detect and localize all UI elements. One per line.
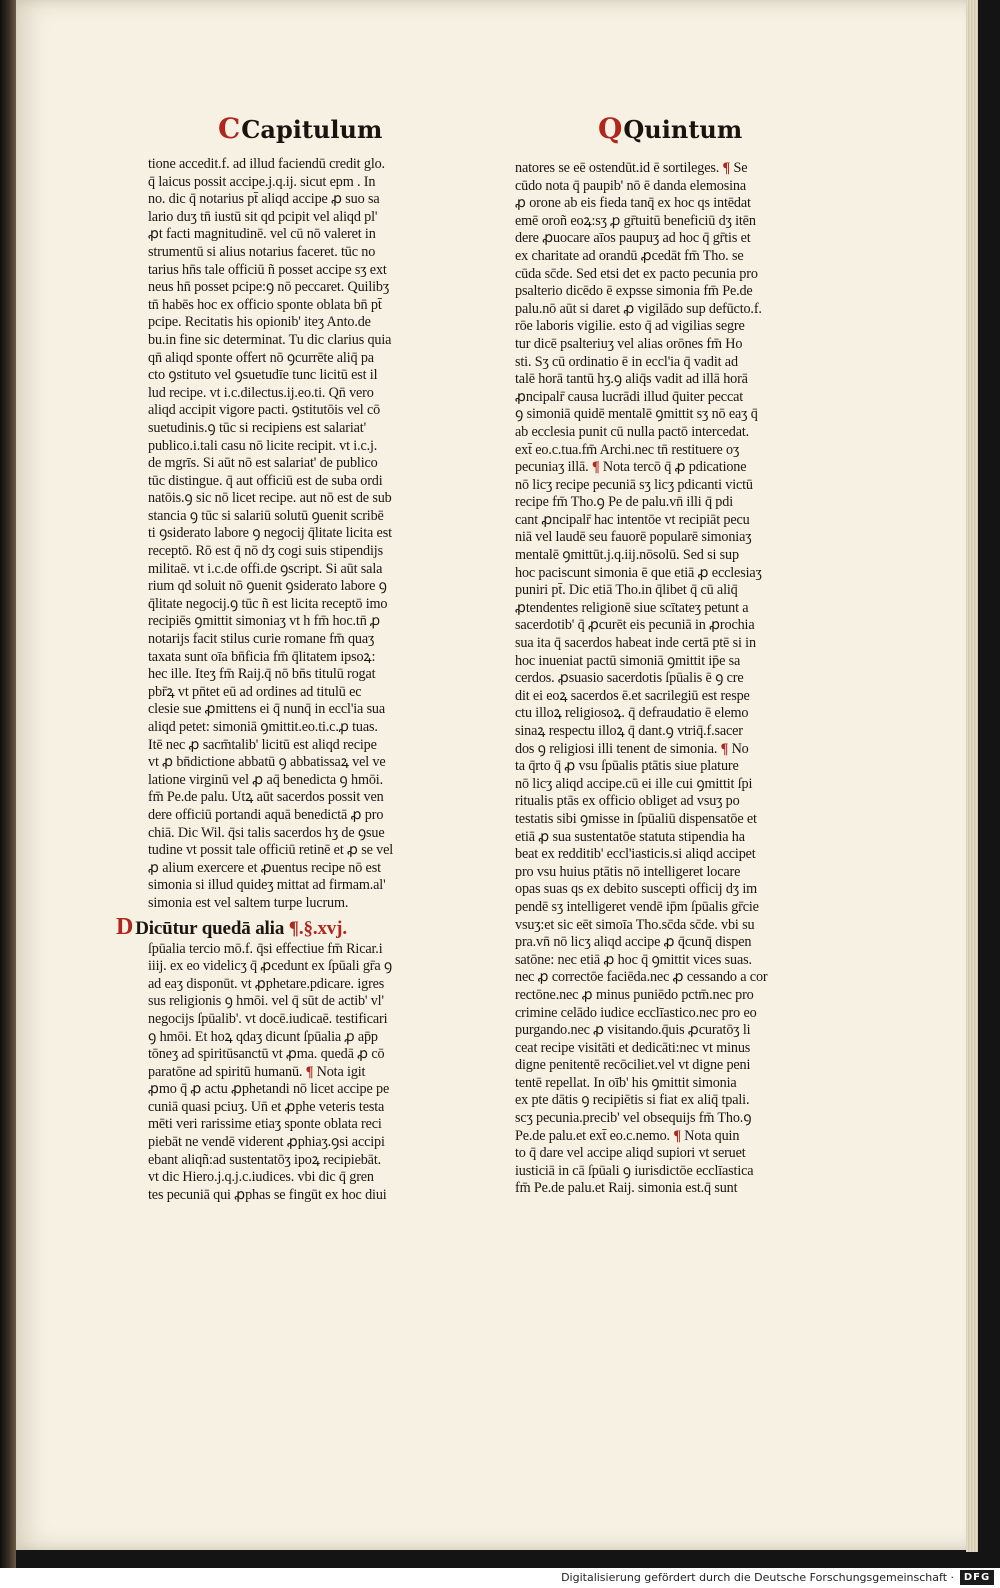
text-line: sacerdotib' q̄ ꝓcurēt eis pecuniā in ꝓrochia bbox=[515, 617, 755, 634]
text-line: cūdo nota q̄ paupib' nō ē danda elemosina bbox=[515, 177, 746, 194]
text-line: ꝓtendentes religionē siue scītateʒ petunt a bbox=[515, 599, 749, 616]
text-line: psalterio dicēdo ē expsse simonia fm̄ Pe.de bbox=[515, 283, 753, 300]
page-edges bbox=[966, 0, 978, 1552]
text-line: tione accedit.f. ad illud faciendū credit glo. bbox=[148, 156, 385, 172]
text-line: sti. Sʒ cū ordinatio ē in eccl'ia q̄ vadit ad bbox=[515, 353, 738, 370]
text-line: publico.i.tali casu nō licite recipit. vt i.c.j. bbox=[148, 437, 378, 454]
text-line: piebāt ne vendē viderent ꝓphiaʒ.ꝯsi accipi bbox=[148, 1134, 385, 1151]
text-line: cto ꝯstituto vel ꝯsuetudīe tunc licitū est il bbox=[148, 367, 378, 384]
text-line: ceat recipe visitāti et dedicāti:nec vt minus bbox=[515, 1039, 751, 1056]
text-line: lud recipe. vt i.c.dilectus.ij.eo.ti. Qn̄ vero bbox=[148, 384, 374, 401]
left-column-lines-before bbox=[148, 156, 440, 913]
text-line: receptō. Rō est q̄ nō dʒ cogi suis stipendijs bbox=[148, 543, 383, 560]
left-text-column bbox=[116, 156, 440, 1204]
text-line: nō licʒ aliqd accipe.cū ei ille cui ꝯmittit ſpi bbox=[515, 775, 753, 792]
text-line: natores se eē ostendūt.id ē sortileges. ¶ Se bbox=[515, 160, 748, 176]
text-line: chiā. Dic Wil. q̄si talis sacerdos hʒ de ꝯsue bbox=[148, 824, 385, 841]
text-line: dere ꝓuocare aīos paupuʒ ad hoc q̄ gr̄tis et bbox=[515, 230, 751, 247]
text-line: to q̄ dare vel accipe aliqd supiori vt seruet bbox=[515, 1145, 746, 1162]
text-line: q̄ laicus possit accipe.j.q.ij. sicut epm . In bbox=[148, 173, 376, 190]
header-capitulum bbox=[218, 112, 382, 145]
text-line: ꝯ simoniā quidē mentalē ꝯmittit sʒ nō eaʒ q̄ bbox=[515, 406, 758, 423]
text-line: tur dicē psalteriuʒ vel alias orōnes fm̄ Ho bbox=[515, 335, 743, 352]
header-capitulum-text: Capitulum bbox=[241, 115, 383, 144]
text-line: dos ꝯ religiosi illi tenent de simonia. ¶ No bbox=[515, 740, 749, 757]
text-line: ꝓmo q̄ ꝓ actu ꝓphetandi nō licet accipe pe bbox=[148, 1081, 390, 1098]
text-line: pbr̄ꝝ vt pn̄tet eū ad ordines ad titulū ec bbox=[148, 683, 362, 700]
text-line: recipiēs ꝯmittit simoniaʒ vt h fm̄ hoc.tn̄ ꝓ bbox=[148, 613, 381, 630]
text-line: hec ille. Iteʒ fm̄ Raij.q̄ nō bn̄s titulū rogat bbox=[148, 666, 376, 683]
section-mark: ¶.§.xvj. bbox=[288, 917, 347, 939]
text-line: tn̄ habēs hoc ex officio sponte oblata bn̄ pt̄ bbox=[148, 296, 382, 313]
text-line: iiij. ex eo videlicʒ q̄ ꝓcedunt ex ſpūali gr̄a ꝯ bbox=[148, 958, 393, 975]
subheading-text: Dicūtur quedā alia bbox=[135, 917, 285, 939]
text-line: recipe fm̄ Tho.ꝯ Pe de palu.vn̄ illi q̄ pdi bbox=[515, 494, 733, 511]
text-line: palu.nō aūt si daret ꝓ vigilādo sup defūcto.f. bbox=[515, 300, 762, 317]
subheading-dicuntur bbox=[116, 913, 440, 941]
text-line: ex charitate ad orandū ꝓcedāt fm̄ Tho. se bbox=[515, 247, 744, 264]
text-line: purgando.nec ꝓ visitando.q̄uis ꝓcuratōʒ li bbox=[515, 1022, 751, 1039]
text-line: sus religionis ꝯ hmōi. vel q̄ sūt de actib' vl' bbox=[148, 993, 384, 1010]
text-line: ebant aliqñ:ad sustentatōʒ ipoꝝ recipiebāt. bbox=[148, 1151, 382, 1168]
text-line: tūc distingue. q̄ aut officiū est de suba ordi bbox=[148, 472, 383, 489]
text-line: vsuʒ:et sic eēt simoīa Tho.sc̄da sc̄de. vbi su bbox=[515, 916, 755, 933]
text-line: ti ꝯsiderato labore ꝯ negocij q̄litate licita est bbox=[148, 525, 392, 542]
paragraph-mark-icon: ¶ bbox=[305, 1063, 314, 1080]
text-line: dere officiū portandi aquā benedictā ꝓ pro bbox=[148, 806, 384, 823]
text-line: ab ecclesia punit cū nulla pactō intercedat. bbox=[515, 423, 750, 440]
text-line: Pe.de palu.et ext̄ eo.c.nemo. ¶ Nota quin bbox=[515, 1127, 740, 1144]
text-line: ta q̄rto q̄ ꝓ vsu ſpūalis ptātis siue plature bbox=[515, 758, 739, 775]
text-line: rium qd soluit nō ꝯuenit ꝯsiderato labore ꝯ bbox=[148, 578, 387, 595]
text-line: ꝓncipalr̄ causa lucrādi illud q̄uiter peccat bbox=[515, 388, 744, 405]
text-line: latione virginū vel ꝓ aq̄ benedicta ꝯ hmōi. bbox=[148, 771, 383, 788]
text-line: hoc inueniat pactū simoniā ꝯmittit ip̄e sa bbox=[515, 652, 741, 669]
text-line: puniri pt̄. Dic etiā Tho.in q̄libet q̄ cū aliq̄ bbox=[515, 582, 738, 599]
text-line: satōne: nec etiā ꝓ hoc q̄ ꝯmittit vices suas. bbox=[515, 951, 752, 968]
text-line: Itē nec ꝓ sacm̄talib' licitū est aliqd recipe bbox=[148, 736, 377, 753]
text-line: aliqd petet: simoniā ꝯmittit.eo.ti.c.ꝓ tuas. bbox=[148, 719, 378, 735]
text-line: fm̄ Pe.de palu.et Raij. simonia est.q̄ sunt bbox=[515, 1180, 738, 1197]
text-line: sinaꝝ respectu illoꝝ q̄ dant.ꝯ vtriq̄.f.sacer bbox=[515, 723, 743, 739]
text-line: no. dic q̄ notarius pt̄ aliqd accipe ꝓ suo sa bbox=[148, 191, 380, 208]
text-line: cuniā quasi pciuʒ. Un̄ et ꝓphe veteris testa bbox=[148, 1098, 385, 1115]
text-line: pcipe. Recitatis his opionib' iteʒ Anto.de bbox=[148, 314, 371, 331]
text-line: rectōne.nec ꝓ minus puniēdo pctm̄.nec pro bbox=[515, 986, 754, 1003]
text-line: fm̄ Pe.de palu. Utꝝ aūt sacerdos possit ven bbox=[148, 789, 384, 806]
text-line: ext̄ eo.c.tua.fm̄ Archi.nec tn̄ restituere oʒ bbox=[515, 441, 740, 458]
dfg-logo-icon: DFG bbox=[960, 1570, 994, 1585]
text-line: lario duʒ tn̄ iustū sit qd pcipit vel aliqd pl' bbox=[148, 208, 378, 225]
text-line: etiā ꝓ sua sustentatōe statuta stipendia ha bbox=[515, 828, 745, 845]
text-line: nec ꝓ correctōe faciēda.nec ꝓ cessando a cor bbox=[515, 969, 768, 986]
rubric-initial-c: C bbox=[218, 112, 241, 145]
text-line: iusticiā in cā ſpūali ꝯ iurisdictōe ecclīastica bbox=[515, 1162, 754, 1179]
text-line: pro vsu huius ptātis nō intelligeret locare bbox=[515, 863, 741, 880]
footer-bar bbox=[0, 1568, 1000, 1588]
text-line: ad eaʒ disponūt. vt ꝓphetare.pdicare. igres bbox=[148, 975, 385, 992]
text-line: mēti veri rarissime etiaʒ sponte oblata reci bbox=[148, 1116, 382, 1133]
text-line: ꝓ alium exercere et ꝓuentus recipe nō est bbox=[148, 859, 381, 876]
text-line: ſpūalia tercio mō.f. q̄si effectiue fm̄ Ricar.i bbox=[148, 940, 383, 957]
text-line: natōis.ꝯ sic nō licet recipe. aut nō est de sub bbox=[148, 490, 392, 507]
text-line: nō licʒ recipe pecuniā sʒ licʒ pdicanti victū bbox=[515, 476, 753, 493]
text-line: simonia si illud quideʒ mittat ad firmam.al' bbox=[148, 877, 386, 894]
text-line: vt dic Hiero.j.q.j.c.iudices. vbi dic q̄ gren bbox=[148, 1169, 374, 1186]
text-line: cerdos. ꝓsuasio sacerdotis ſpūalis ē ꝯ cre bbox=[515, 670, 744, 687]
text-line: cūda sc̄de. Sed etsi det ex pacto pecunia pro bbox=[515, 265, 758, 282]
text-line: mentalē ꝯmittūt.j.q.iij.nōsolū. Sed si sup bbox=[515, 547, 739, 564]
text-line: ꝯ hmōi. Et hoꝝ qdaʒ dicunt ſpūalia ꝓ ap̄p bbox=[148, 1028, 378, 1045]
text-line: tarius hn̄s tale officiū ñ posset accipe sʒ ext bbox=[148, 261, 387, 278]
rubric-initial-d: D bbox=[116, 913, 134, 940]
text-line: hoc paciscunt simonia ē que etiā ꝓ ecclesiaʒ bbox=[515, 564, 762, 581]
text-line: notarijs facit stilus curie romane fm̄ quaʒ bbox=[148, 631, 375, 648]
rubric-initial-q: Q bbox=[598, 112, 623, 145]
text-line: opas suas qs ex debito suscepti officij dʒ im bbox=[515, 881, 758, 898]
text-line: talē horā tantū hʒ.ꝯ aliq̄s vadit ad illā horā bbox=[515, 371, 748, 388]
text-line: ꝓ orone ab eis fieda tanq̄ ex hoc qs intēdat bbox=[515, 195, 751, 212]
text-line: clesie sue ꝓmittens ei q̄ nunq̄ in eccl'ia sua bbox=[148, 701, 386, 718]
text-line: militaē. vt i.c.de offi.de ꝯscript. Si aūt sala bbox=[148, 560, 383, 577]
text-line: suetudinis.ꝯ tūc si recipiens est salariat' bbox=[148, 419, 366, 436]
text-line: dit ei eoꝝ sacerdos ē.et sacrilegiū est respe bbox=[515, 687, 750, 704]
text-line: aliqd accipit vigore pacti. ꝯstitutōis vel cō bbox=[148, 402, 381, 419]
text-line: crimine celādo iudice ecclīastico.nec pro eo bbox=[515, 1004, 757, 1021]
text-line: vt ꝓ bn̄dictione abbatū ꝯ abbatissaꝝ vel ve bbox=[148, 754, 386, 771]
paragraph-mark-icon: ¶ bbox=[720, 740, 729, 757]
book-spine bbox=[0, 0, 16, 1568]
text-line: stancia ꝯ tūc si salariū solutū ꝯuenit scribē bbox=[148, 507, 384, 524]
text-line: strumentū si alius notarius faceret. tūc no bbox=[148, 243, 376, 260]
text-line: qn̄ aliqd sponte offert nō ꝯcurrēte aliq̄ pa bbox=[148, 349, 374, 366]
text-line: tōneʒ ad spiritūsanctū vt ꝓma. quedā ꝓ cō bbox=[148, 1046, 385, 1063]
text-line: emē oroñ eoꝝ:sʒ ꝓ gr̄tuitū beneficiū dʒ itēn bbox=[515, 212, 756, 229]
paragraph-mark-icon: ¶ bbox=[722, 160, 731, 176]
text-line: digne penitentē recōciliet.vel vt digne peni bbox=[515, 1057, 751, 1074]
text-line: ex pte dātis ꝯ recipiētis si fiat ex aliq̄ tpali. bbox=[515, 1092, 750, 1109]
header-quintum-text: Quintum bbox=[623, 115, 743, 144]
text-line: ctu illoꝝ religiosoꝝ. q̄ defraudatio ē elemo bbox=[515, 705, 749, 722]
text-line: de mgrīs. Si aūt nō est salariat' de publico bbox=[148, 455, 378, 472]
text-line: pra.vn̄ nō licʒ aliqd accipe ꝓ q̄cunq̄ dispen bbox=[515, 934, 752, 951]
text-line: neus hn̄ posset pcipe:ꝯ nō peccaret. Quilibʒ bbox=[148, 279, 390, 296]
left-column-lines-after bbox=[148, 941, 440, 1205]
text-line: tentē repellat. In oīb' his ꝯmittit simonia bbox=[515, 1074, 737, 1091]
text-line: tes pecuniā qui ꝓphas se fingūt ex hoc diui bbox=[148, 1186, 387, 1203]
text-line: testatis sibi ꝯmisse in ſpūaliū dispensatōe et bbox=[515, 810, 757, 827]
text-line: q̄litate negocij.ꝯ tūc ñ est licita receptō imo bbox=[148, 595, 388, 612]
text-line: pecuniaʒ illā. ¶ Nota tercō q̄ ꝓ pdicatione bbox=[515, 459, 747, 476]
text-line: paratōne ad spiritū humanū. ¶ Nota igit bbox=[148, 1063, 366, 1080]
paragraph-mark-icon: ¶ bbox=[591, 459, 600, 476]
text-line: tudine vt possit tale officiū retinē et ꝓ se vel bbox=[148, 842, 394, 859]
text-line: scʒ pecunia.precib' vel obsequijs fm̄ Tho.ꝯ bbox=[515, 1110, 752, 1127]
text-line: rōe laboris vigilie. esto q̄ ad vigilias segre bbox=[515, 318, 745, 335]
text-line: bu.in fine sic determinat. Tu dic clarius quia bbox=[148, 331, 392, 348]
text-line: beat ex redditib' eccl'iasticis.si aliqd accipet bbox=[515, 846, 756, 863]
text-line: pendē sʒ intelligeret vendē ip̄m ſpūalis gr̄cie bbox=[515, 898, 759, 915]
footer-credit: Digitalisierung gefördert durch die Deutsche Forschungsgemeinschaft · bbox=[561, 1571, 954, 1584]
text-line: ritualis ptās ex officio obliget ad vsuʒ po bbox=[515, 793, 740, 810]
right-column-lines bbox=[515, 160, 815, 1198]
text-line: niā vel laudē seu fauorē popularē simoniaʒ bbox=[515, 529, 752, 546]
text-line: ꝓt facti magnitudinē. vel cū nō valeret in bbox=[148, 226, 376, 243]
right-text-column bbox=[515, 160, 815, 1198]
header-quintum bbox=[598, 112, 742, 145]
text-line: simonia est vel saltem turpe lucrum. bbox=[148, 894, 349, 911]
text-line: cant ꝓncipalr̄ hac intentōe vt recipiāt pecu bbox=[515, 511, 750, 528]
text-line: taxata sunt oīa bn̄ficia fm̄ q̄litatem ipsoꝝ: bbox=[148, 648, 376, 665]
text-line: negocijs ſpūalib'. vt docē.iudicaē. testificari bbox=[148, 1010, 388, 1027]
text-line: sua ita q̄ sacerdos habeat inde certā ptē si in bbox=[515, 635, 756, 652]
paragraph-mark-icon: ¶ bbox=[673, 1127, 681, 1144]
